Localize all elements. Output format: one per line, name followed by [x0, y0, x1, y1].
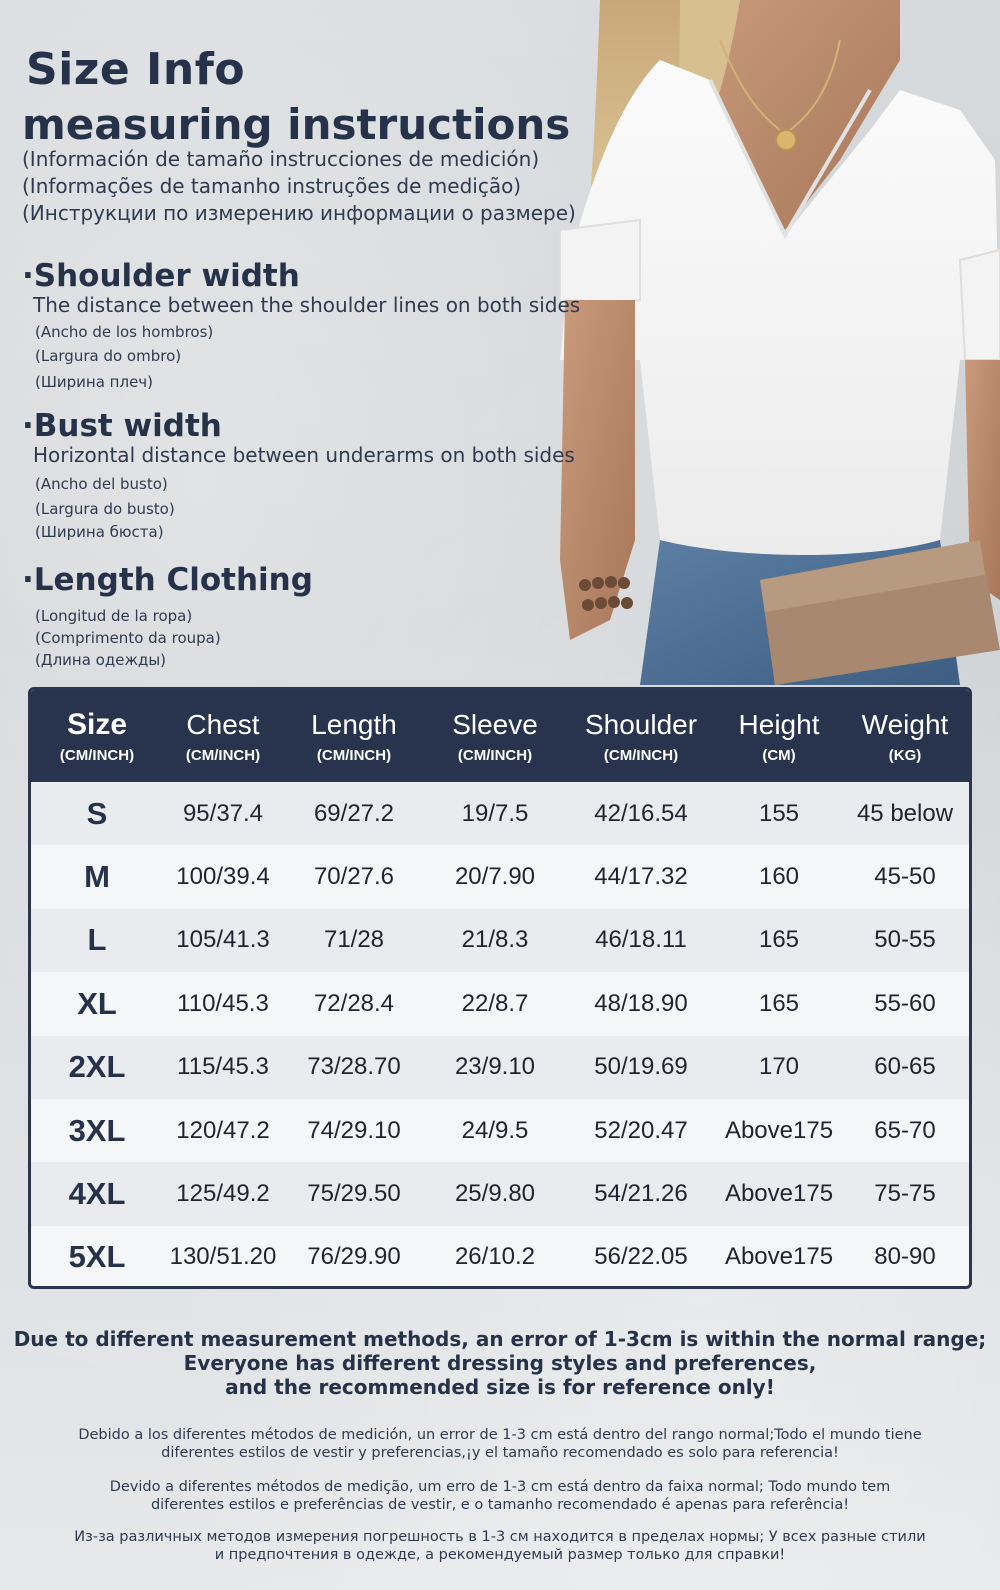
cell-weight: 45 below [856, 799, 954, 827]
cell-chest: 115/45.3 [177, 1053, 269, 1081]
cell-height: 155 [758, 799, 800, 827]
cell-shoulder: 50/19.69 [594, 1053, 688, 1081]
cell-shoulder: 48/18.90 [594, 989, 688, 1017]
disclaimer-line: Из-за различных методов измерения погрешность в 1-3 см находится в пределах нормы; У всех разные стили [74, 1529, 926, 1545]
column-label: Chest [186, 708, 260, 740]
cell-length: 69/27.2 [313, 799, 395, 827]
column-header-shoulder [565, 690, 717, 782]
cell-size: 4XL [68, 1176, 126, 1212]
title-translation-pt: (Informações de tamanho instruções de medição) [22, 174, 522, 198]
column-header-sleeve [425, 690, 565, 782]
cell-weight: 75-75 [874, 1180, 936, 1208]
column-unit: (CM) [762, 746, 796, 764]
cell-length: 76/29.90 [307, 1243, 401, 1271]
disclaimer-line: diferentes estilos de vestir y preferencias,¡y el tamaño recomendado es solo para referencia! [161, 1445, 839, 1461]
title-translation-ru: (Инструкции по измерению информации о размере) [22, 201, 576, 225]
cell-height: 165 [758, 989, 800, 1017]
cell-shoulder: 54/21.26 [594, 1180, 688, 1208]
column-label: Height [738, 708, 820, 740]
cell-length: 71/28 [323, 926, 385, 954]
cell-height: 160 [758, 863, 800, 891]
cell-chest: 130/51.20 [169, 1243, 277, 1271]
cell-size: XL [77, 985, 117, 1021]
cell-chest: 105/41.3 [176, 926, 270, 954]
cell-shoulder: 44/17.32 [594, 863, 688, 891]
cell-sleeve: 21/8.3 [461, 926, 529, 954]
cell-length: 73/28.70 [307, 1053, 401, 1081]
cell-height: Above175 [724, 1180, 834, 1208]
cell-chest: 110/45.3 [177, 989, 269, 1017]
length-translation-es: (Longitud de la ropa) [35, 607, 193, 625]
table-row [31, 1099, 969, 1162]
column-label: Size [66, 707, 128, 741]
cell-height: 165 [758, 926, 800, 954]
disclaimer-line: diferentes estilos e preferências de vestir, e o tamanho recomendado é apenas para referência! [150, 1497, 850, 1513]
cell-weight: 55-60 [874, 989, 936, 1017]
cell-length: 72/28.4 [313, 989, 395, 1017]
bust-translation-pt: (Largura do busto) [35, 500, 175, 518]
table-row [31, 1162, 969, 1225]
shoulder-translation-ru: (Ширина плеч) [35, 373, 154, 391]
cell-sleeve: 22/8.7 [461, 989, 529, 1017]
page-subtitle: measuring instructions [22, 100, 571, 149]
column-label: Sleeve [452, 708, 538, 740]
table-row [31, 1226, 969, 1289]
column-label: Shoulder [584, 708, 698, 740]
cell-shoulder: 52/20.47 [594, 1116, 688, 1144]
column-unit: (KG) [888, 746, 922, 764]
cell-size: 3XL [68, 1112, 126, 1148]
shoulder-width-title: ·Shoulder width [22, 258, 300, 294]
shoulder-translation-es: (Ancho de los hombros) [35, 323, 214, 341]
cell-size: M [84, 859, 110, 895]
cell-size: 5XL [68, 1239, 126, 1275]
size-table [28, 687, 972, 1289]
cell-shoulder: 56/22.05 [594, 1243, 688, 1271]
column-label: Weight [861, 708, 949, 740]
model-photo [540, 0, 1000, 685]
bust-width-title: ·Bust width [22, 408, 222, 444]
cell-height: 170 [758, 1053, 800, 1081]
cell-sleeve: 25/9.80 [454, 1180, 536, 1208]
cell-sleeve: 19/7.5 [461, 799, 529, 827]
column-header-chest [163, 690, 283, 782]
cell-size: S [86, 795, 108, 831]
cell-chest: 100/39.4 [176, 863, 270, 891]
cell-chest: 125/49.2 [176, 1180, 270, 1208]
column-unit: (CM/INCH) [603, 746, 679, 764]
cell-shoulder: 46/18.11 [595, 926, 687, 954]
cell-sleeve: 24/9.5 [461, 1116, 529, 1144]
length-translation-ru: (Длина одежды) [35, 651, 167, 669]
length-translation-pt: (Comprimento da roupa) [35, 629, 221, 647]
cell-size: L [87, 922, 107, 958]
column-unit: (CM/INCH) [457, 746, 533, 764]
cell-weight: 65-70 [874, 1116, 936, 1144]
cell-weight: 45-50 [874, 863, 936, 891]
cell-weight: 50-55 [874, 926, 936, 954]
bust-translation-ru: (Ширина бюста) [35, 523, 164, 541]
cell-sleeve: 20/7.90 [454, 863, 536, 891]
disclaimer-russian [40, 1528, 960, 1564]
column-unit: (CM/INCH) [185, 746, 261, 764]
column-header-weight [841, 690, 969, 782]
disclaimer-line: и предпочтения в одежде, а рекомендуемый размер только для справки! [214, 1547, 786, 1563]
disclaimer-line: Due to different measurement methods, an error of 1-3cm is within the normal range; [13, 1327, 987, 1351]
cell-height: Above175 [724, 1243, 834, 1271]
column-header-size [31, 690, 163, 782]
column-unit: (CM/INCH) [316, 746, 392, 764]
column-unit: (CM/INCH) [59, 746, 135, 764]
cell-chest: 120/47.2 [176, 1116, 270, 1144]
page-title: Size Info [26, 44, 246, 95]
table-row [31, 845, 969, 908]
table-row [31, 909, 969, 972]
column-header-length [283, 690, 425, 782]
cell-length: 75/29.50 [307, 1180, 401, 1208]
cell-length: 74/29.10 [307, 1116, 401, 1144]
shoulder-translation-pt: (Largura do ombro) [35, 347, 182, 365]
bust-width-description: Horizontal distance between underarms on both sides [33, 443, 575, 467]
bust-translation-es: (Ancho del busto) [35, 475, 168, 493]
disclaimer-main [0, 1327, 1000, 1399]
column-label: Length [311, 708, 397, 740]
cell-length: 70/27.6 [313, 863, 395, 891]
shoulder-width-description: The distance between the shoulder lines on both sides [33, 293, 581, 317]
cell-height: Above175 [724, 1116, 834, 1144]
disclaimer-portuguese [40, 1478, 960, 1514]
disclaimer-line: Everyone has different dressing styles and preferences, [183, 1351, 817, 1375]
disclaimer-line: Devido a diferentes métodos de medição, um erro de 1-3 cm está dentro da faixa normal; Todo mundo tem [109, 1479, 891, 1495]
title-translation-es: (Información de tamaño instrucciones de medición) [22, 147, 540, 171]
cell-weight: 80-90 [874, 1243, 936, 1271]
length-clothing-title: ·Length Clothing [22, 562, 313, 598]
cell-sleeve: 23/9.10 [454, 1053, 536, 1081]
cell-chest: 95/37.4 [182, 799, 264, 827]
table-row [31, 1036, 969, 1099]
table-row [31, 782, 969, 845]
column-header-height [717, 690, 841, 782]
cell-weight: 60-65 [874, 1053, 936, 1081]
cell-shoulder: 42/16.54 [594, 799, 688, 827]
disclaimer-spanish [40, 1426, 960, 1462]
table-row [31, 972, 969, 1035]
cell-sleeve: 26/10.2 [454, 1243, 536, 1271]
disclaimer-line: Debido a los diferentes métodos de medición, un error de 1-3 cm está dentro del rango normal;Todo el mundo tiene [78, 1427, 922, 1443]
disclaimer-line: and the recommended size is for reference only! [225, 1375, 775, 1399]
cell-size: 2XL [68, 1049, 126, 1085]
table-header [31, 690, 969, 782]
